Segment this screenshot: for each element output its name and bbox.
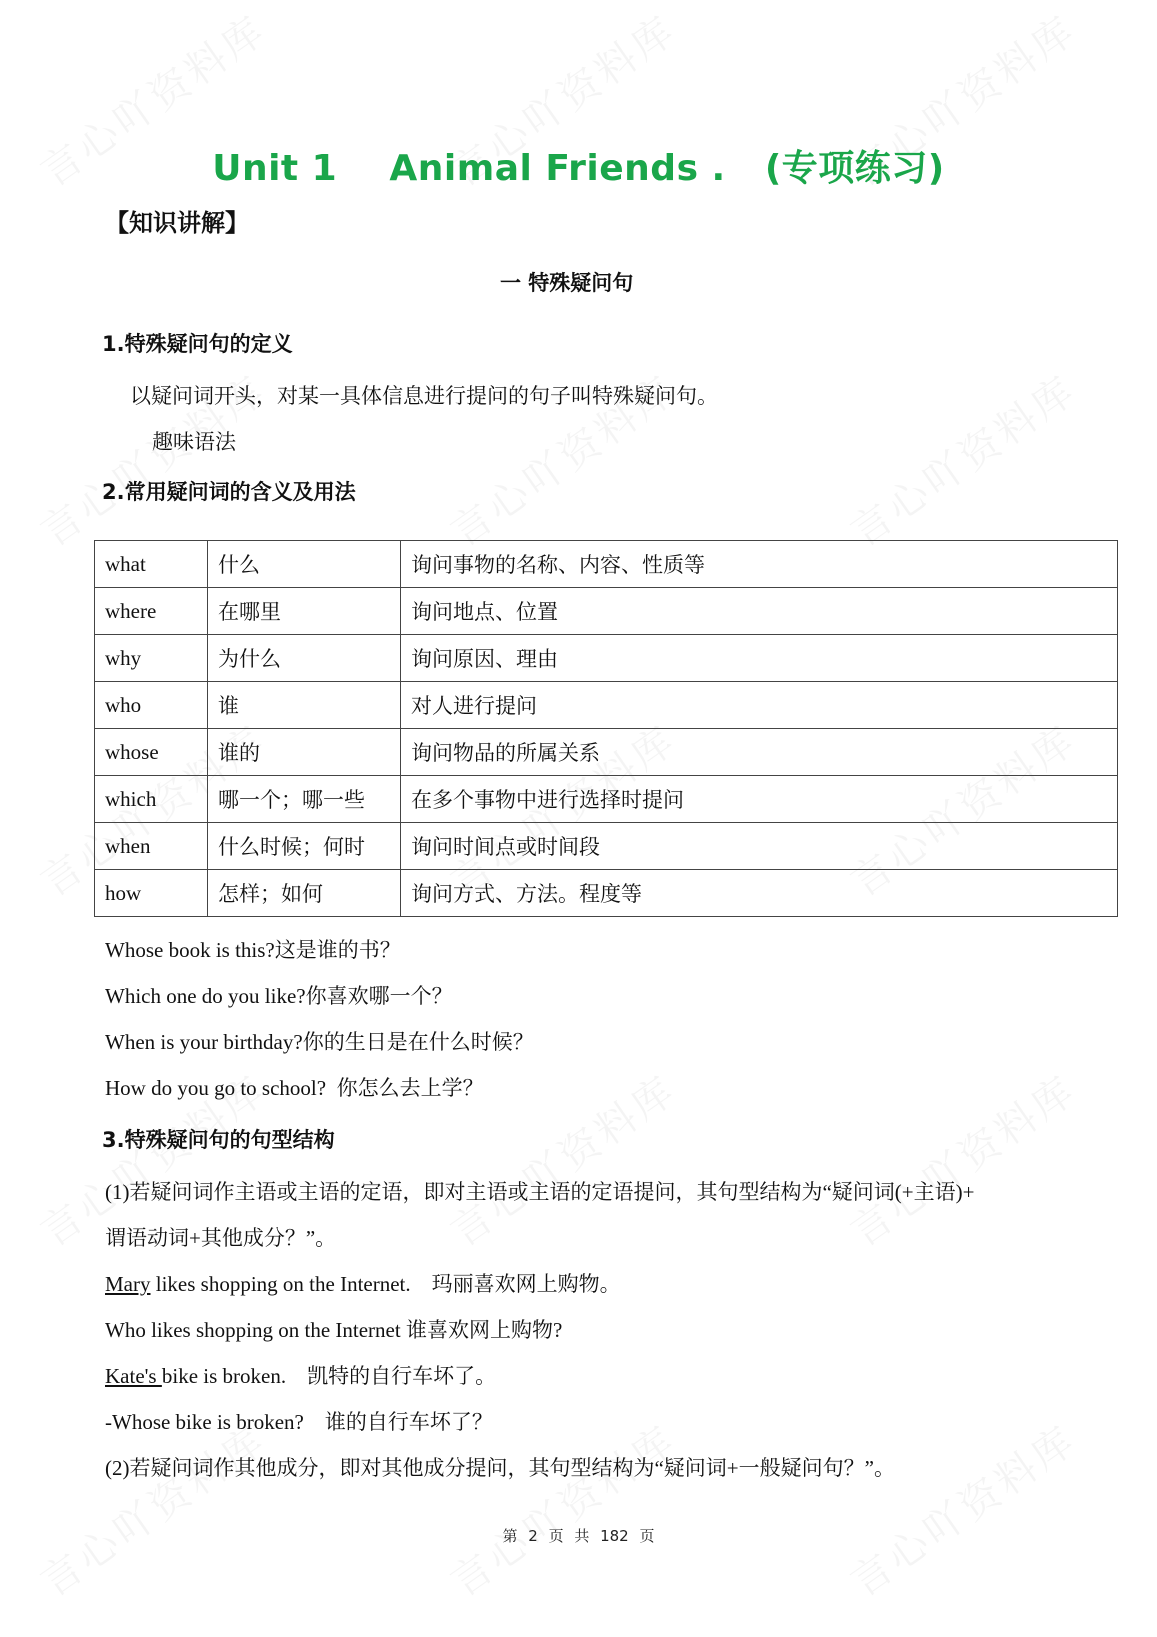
example-sentence: Which one do you like?你喜欢哪一个？: [105, 984, 453, 1008]
cell-word: which: [95, 776, 208, 823]
cell-usage: 询问方式、方法。程度等: [401, 870, 1118, 917]
example-sentence: When is your birthday?你的生日是在什么时候？: [105, 1030, 534, 1054]
example-sentence: How do you go to school? 你怎么去上学？: [105, 1076, 484, 1100]
cell-usage: 询问地点、位置: [401, 588, 1118, 635]
cell-usage: 询问时间点或时间段: [401, 823, 1118, 870]
example-kate: Kate's bike is broken. 凯特的自行车坏了。: [105, 1364, 497, 1388]
cell-usage: 在多个事物中进行选择时提问: [401, 776, 1118, 823]
underlined-subject: Kate's: [105, 1364, 162, 1388]
table-row: [95, 682, 1118, 729]
watermark: [838, 359, 1087, 557]
cell-meaning: 什么: [208, 541, 401, 588]
example-mary: Mary likes shopping on the Internet. 玛丽喜欢网上购物。: [105, 1272, 621, 1296]
cell-word: whose: [95, 729, 208, 776]
watermark: [838, 1059, 1087, 1257]
title-suffix: (专项练习): [764, 148, 945, 189]
page-footer: 第 2 页 共 182 页: [502, 1527, 655, 1545]
cell-meaning: 哪一个；哪一些: [208, 776, 401, 823]
rule2: (2)若疑问词作其他成分，即对其他成分提问，其句型结构为“疑问词+一般疑问句？”。: [105, 1456, 895, 1480]
page-title: [0, 140, 1157, 191]
definition-text: 以疑问词开头，对某一具体信息进行提问的句子叫特殊疑问句。: [130, 384, 718, 408]
title-unit: Unit 1: [212, 148, 338, 189]
cell-word: what: [95, 541, 208, 588]
cell-usage: 询问事物的名称、内容、性质等: [401, 541, 1118, 588]
cell-meaning: 为什么: [208, 635, 401, 682]
cell-usage: 询问物品的所属关系: [401, 729, 1118, 776]
underlined-subject: Mary: [105, 1272, 151, 1296]
example-who: Who likes shopping on the Internet 谁喜欢网上购物?: [105, 1318, 563, 1342]
cell-word: when: [95, 823, 208, 870]
rule1-line2: 谓语动词+其他成分？”。: [105, 1226, 337, 1250]
cell-word: how: [95, 870, 208, 917]
table-row: [95, 776, 1118, 823]
note-text: 趣味语法: [152, 430, 236, 454]
example-whose: -Whose bike is broken? 谁的自行车坏了？: [105, 1410, 493, 1434]
cell-meaning: 什么时候；何时: [208, 823, 401, 870]
title-name: Animal Friends .: [389, 148, 726, 189]
watermark: [838, 1409, 1087, 1607]
rule1-line1: (1)若疑问词作主语或主语的定语，即对主语或主语的定语提问，其句型结构为“疑问词(+主语)+: [105, 1180, 975, 1204]
cell-usage: 询问原因、理由: [401, 635, 1118, 682]
cell-word: where: [95, 588, 208, 635]
cell-word: why: [95, 635, 208, 682]
table-row: [95, 823, 1118, 870]
cell-word: who: [95, 682, 208, 729]
heading-question-words: 2.常用疑问词的含义及用法: [102, 480, 356, 504]
cell-meaning: 怎样；如何: [208, 870, 401, 917]
question-words-table: [94, 540, 1118, 917]
heading-definition: 1.特殊疑问句的定义: [102, 332, 293, 356]
watermark: [438, 1409, 687, 1607]
subsection-title: 一 特殊疑问句: [500, 271, 634, 295]
example-sentence: Whose book is this?这是谁的书？: [105, 938, 401, 962]
table-row: [95, 635, 1118, 682]
table-row: [95, 729, 1118, 776]
section-header: 【知识讲解】: [105, 209, 249, 237]
cell-meaning: 在哪里: [208, 588, 401, 635]
cell-usage: 对人进行提问: [401, 682, 1118, 729]
table-row: [95, 870, 1118, 917]
cell-meaning: 谁的: [208, 729, 401, 776]
watermark: [28, 1409, 277, 1607]
table-row: [95, 541, 1118, 588]
cell-meaning: 谁: [208, 682, 401, 729]
table-row: [95, 588, 1118, 635]
heading-structure: 3.特殊疑问句的句型结构: [102, 1128, 335, 1152]
